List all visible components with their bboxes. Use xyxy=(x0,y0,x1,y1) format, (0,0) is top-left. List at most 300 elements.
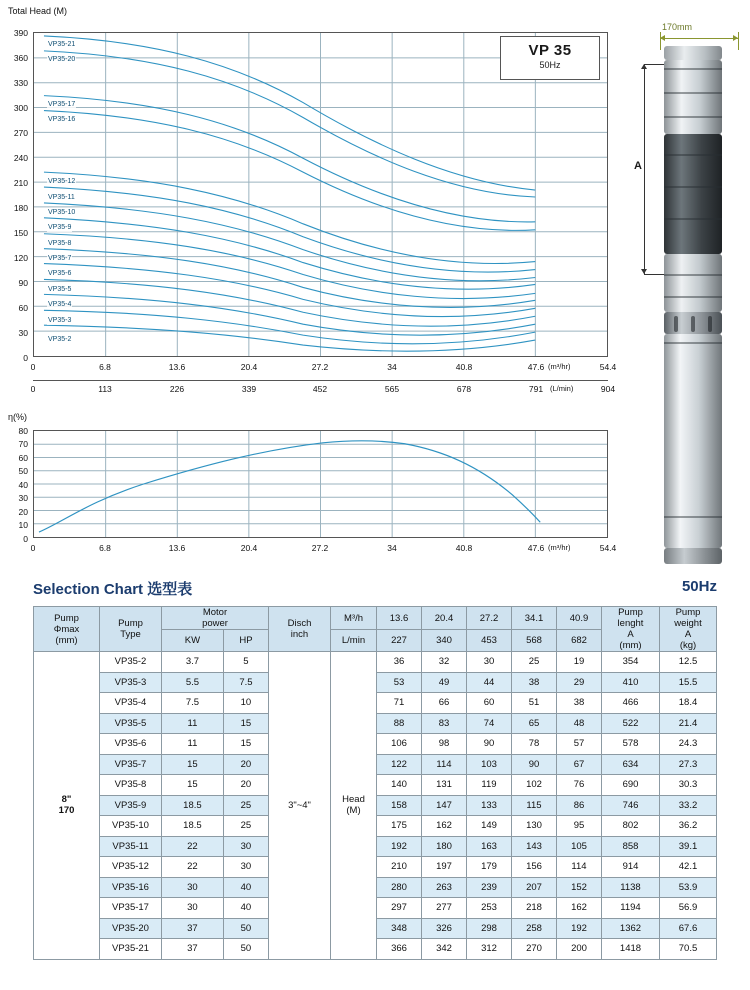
cell-head-1: 158 xyxy=(377,795,422,816)
cell-head-5: 105 xyxy=(557,836,602,857)
cell-head-5: 67 xyxy=(557,754,602,775)
header-flow-m3h-2: 20.4 xyxy=(422,607,467,630)
dimension-tick-left xyxy=(660,32,661,50)
header-flow-lmin-5: 682 xyxy=(557,630,602,652)
cell-head-label-l1: Head xyxy=(342,794,365,806)
cell-head-4: 207 xyxy=(512,877,557,898)
cell-head-3: 312 xyxy=(467,939,512,960)
lmin-axis-line xyxy=(33,380,608,381)
cell-head-1: 36 xyxy=(377,652,422,673)
cell-pump-weight: 36.2 xyxy=(660,816,717,837)
cell-pump-length: 578 xyxy=(602,734,660,755)
cell-head-3: 119 xyxy=(467,775,512,796)
cell-motor-hp: 5 xyxy=(223,652,268,673)
cell-head-4: 90 xyxy=(512,754,557,775)
series-label: VP35-7 xyxy=(48,255,72,262)
cell-motor-hp: 40 xyxy=(223,898,268,919)
pump-stage-section-upper xyxy=(664,60,722,134)
eff-ytick: 10 xyxy=(18,520,28,530)
pump-slot xyxy=(708,316,712,332)
cell-head-1: 280 xyxy=(377,877,422,898)
head-ytick: 60 xyxy=(18,303,28,313)
cell-pump-length: 1138 xyxy=(602,877,660,898)
header-kw: KW xyxy=(162,630,224,652)
cell-head-4: 38 xyxy=(512,672,557,693)
lmin-xtick: 791 xyxy=(528,384,544,394)
dimension-length-arrow xyxy=(644,64,645,274)
cell-head-4: 143 xyxy=(512,836,557,857)
dimension-tick-right xyxy=(738,32,739,50)
pump-ring xyxy=(664,516,722,518)
cell-pump-weight: 21.4 xyxy=(660,713,717,734)
header-flow-lmin-1: 227 xyxy=(377,630,422,652)
cell-pump-weight: 53.9 xyxy=(660,877,717,898)
header-motor-power-l1: Motor xyxy=(202,607,228,618)
cell-head-5: 86 xyxy=(557,795,602,816)
cell-head-2: 326 xyxy=(422,918,467,939)
cell-head-2: 83 xyxy=(422,713,467,734)
header-motor-power-l2: power xyxy=(202,618,228,629)
selection-chart-frequency: 50Hz xyxy=(681,578,717,595)
cell-pump-weight: 30.3 xyxy=(660,775,717,796)
cell-motor-kw: 3.7 xyxy=(162,652,224,673)
cell-pump-type: VP35-2 xyxy=(100,652,162,673)
selection-table-head xyxy=(34,607,717,652)
head-ytick: 150 xyxy=(13,228,28,238)
cell-head-5: 48 xyxy=(557,713,602,734)
cell-pump-weight: 27.3 xyxy=(660,754,717,775)
series-label: VP35-9 xyxy=(48,224,72,231)
head-xtick: 27.2 xyxy=(311,362,329,372)
cell-head-1: 88 xyxy=(377,713,422,734)
pump-discharge-head xyxy=(664,46,722,60)
dimension-diameter-label: 170mm xyxy=(662,22,693,32)
cell-pump-weight: 39.1 xyxy=(660,836,717,857)
eff-ytick: 30 xyxy=(18,493,28,503)
cell-motor-kw: 30 xyxy=(162,877,224,898)
series-label: VP35-20 xyxy=(48,56,76,63)
cell-motor-hp: 20 xyxy=(223,754,268,775)
head-ytick: 270 xyxy=(13,128,28,138)
selection-table-body xyxy=(34,652,717,960)
cell-head-3: 298 xyxy=(467,918,512,939)
eff-ytick: 20 xyxy=(18,507,28,517)
eff-xtick: 47.6 xyxy=(527,543,545,553)
header-pump-phi-l2: Φmax xyxy=(53,623,80,635)
eff-xtick: 27.2 xyxy=(311,543,329,553)
cell-pump-weight: 67.6 xyxy=(660,918,717,939)
head-xtick: 6.8 xyxy=(99,362,111,372)
cell-head-2: 162 xyxy=(422,816,467,837)
cell-head-1: 53 xyxy=(377,672,422,693)
cell-head-3: 133 xyxy=(467,795,512,816)
cell-pump-length: 858 xyxy=(602,836,660,857)
header-pump-length-l3: A xyxy=(627,629,634,640)
cell-pump-length: 410 xyxy=(602,672,660,693)
performance-charts xyxy=(0,0,640,560)
cell-motor-kw: 18.5 xyxy=(162,816,224,837)
pump-ring xyxy=(664,342,722,344)
header-flow-lmin-3: 453 xyxy=(467,630,512,652)
eff-xtick: 40.8 xyxy=(455,543,473,553)
cell-discharge: 3"~4" xyxy=(269,652,331,960)
cell-pump-length: 914 xyxy=(602,857,660,878)
head-xtick: 40.8 xyxy=(455,362,473,372)
cell-pump-type: VP35-3 xyxy=(100,672,162,693)
cell-pump-type: VP35-10 xyxy=(100,816,162,837)
header-flow-lmin-4: 568 xyxy=(512,630,557,652)
eff-xtick: 34 xyxy=(387,543,397,553)
dimension-tick-bottom xyxy=(644,274,666,275)
pump-ring xyxy=(664,154,722,156)
cell-pump-type: VP35-16 xyxy=(100,877,162,898)
cell-motor-kw: 15 xyxy=(162,754,224,775)
cell-pump-phi-mm: 170 xyxy=(58,805,75,817)
cell-motor-hp: 15 xyxy=(223,734,268,755)
cell-motor-kw: 37 xyxy=(162,939,224,960)
cell-head-2: 114 xyxy=(422,754,467,775)
cell-head-5: 57 xyxy=(557,734,602,755)
cell-head-2: 277 xyxy=(422,898,467,919)
header-pump-phi xyxy=(34,607,100,652)
dimension-diameter-arrow xyxy=(660,38,738,39)
head-ytick: 90 xyxy=(18,278,28,288)
head-xtick: 47.6 xyxy=(527,362,545,372)
series-label: VP35-5 xyxy=(48,286,72,293)
header-hp: HP xyxy=(223,630,268,652)
cell-pump-length: 746 xyxy=(602,795,660,816)
cell-pump-length: 634 xyxy=(602,754,660,775)
cell-pump-weight: 24.3 xyxy=(660,734,717,755)
cell-head-3: 163 xyxy=(467,836,512,857)
cell-motor-kw: 22 xyxy=(162,836,224,857)
cell-pump-type: VP35-12 xyxy=(100,857,162,878)
lmin-xtick: 904 xyxy=(600,384,616,394)
cell-head-1: 71 xyxy=(377,693,422,714)
pump-stage-section-lower xyxy=(664,254,722,312)
cell-motor-hp: 15 xyxy=(223,713,268,734)
pump-ring xyxy=(664,68,722,70)
cell-pump-length: 1194 xyxy=(602,898,660,919)
pump-ring xyxy=(664,274,722,276)
cell-head-5: 200 xyxy=(557,939,602,960)
cell-head-3: 239 xyxy=(467,877,512,898)
header-pump-length xyxy=(602,607,660,652)
cell-pump-weight: 15.5 xyxy=(660,672,717,693)
header-pump-weight xyxy=(660,607,717,652)
cell-pump-type: VP35-5 xyxy=(100,713,162,734)
cell-pump-type: VP35-6 xyxy=(100,734,162,755)
cell-pump-type: VP35-21 xyxy=(100,939,162,960)
cell-pump-length: 1418 xyxy=(602,939,660,960)
header-motor-power xyxy=(162,607,269,630)
cell-head-4: 258 xyxy=(512,918,557,939)
cell-head-4: 65 xyxy=(512,713,557,734)
cell-head-2: 197 xyxy=(422,857,467,878)
lmin-xtick: 565 xyxy=(384,384,400,394)
cell-pump-phi xyxy=(34,652,100,960)
cell-head-3: 103 xyxy=(467,754,512,775)
header-pump-length-l2: lenght xyxy=(617,618,644,629)
table-header-row-1 xyxy=(34,607,717,630)
cell-head-4: 218 xyxy=(512,898,557,919)
cell-head-5: 29 xyxy=(557,672,602,693)
cell-head-3: 253 xyxy=(467,898,512,919)
pump-stage-section-dark xyxy=(664,134,722,254)
cell-pump-length: 466 xyxy=(602,693,660,714)
cell-motor-kw: 15 xyxy=(162,775,224,796)
cell-motor-hp: 40 xyxy=(223,877,268,898)
head-ytick: 0 xyxy=(23,353,28,363)
cell-motor-kw: 11 xyxy=(162,734,224,755)
cell-pump-weight: 56.9 xyxy=(660,898,717,919)
series-label: VP35-4 xyxy=(48,301,72,308)
head-curves-svg xyxy=(34,33,607,356)
cell-head-1: 192 xyxy=(377,836,422,857)
cell-pump-type: VP35-9 xyxy=(100,795,162,816)
cell-head-4: 25 xyxy=(512,652,557,673)
pump-slot xyxy=(674,316,678,332)
lmin-xtick: 339 xyxy=(241,384,257,394)
head-ytick: 300 xyxy=(13,103,28,113)
efficiency-plot xyxy=(33,430,608,538)
cell-head-3: 90 xyxy=(467,734,512,755)
cell-head-1: 348 xyxy=(377,918,422,939)
header-flow-m3h-5: 40.9 xyxy=(557,607,602,630)
selection-table xyxy=(33,606,717,960)
head-ytick: 240 xyxy=(13,153,28,163)
cell-pump-length: 802 xyxy=(602,816,660,837)
header-pump-length-l4: (mm) xyxy=(619,640,642,651)
series-label: VP35-21 xyxy=(48,41,76,48)
series-label: VP35-17 xyxy=(48,101,76,108)
dimension-tick-top xyxy=(644,64,666,65)
cell-pump-type: VP35-8 xyxy=(100,775,162,796)
cell-motor-hp: 25 xyxy=(223,795,268,816)
head-ytick: 180 xyxy=(13,203,28,213)
header-pump-weight-l2: weight xyxy=(674,618,702,629)
header-discharge-l2: inch xyxy=(290,629,309,640)
model-frequency: 50Hz xyxy=(539,60,561,70)
header-flow-m3h-1: 13.6 xyxy=(377,607,422,630)
cell-pump-length: 522 xyxy=(602,713,660,734)
cell-motor-hp: 20 xyxy=(223,775,268,796)
cell-head-3: 30 xyxy=(467,652,512,673)
pump-ring xyxy=(664,218,722,220)
header-discharge xyxy=(269,607,331,652)
cell-head-label-l2: (M) xyxy=(346,805,361,817)
series-label: VP35-16 xyxy=(48,116,76,123)
model-name: VP 35 xyxy=(528,42,572,59)
header-flow-lmin-2: 340 xyxy=(422,630,467,652)
head-curve-plot xyxy=(33,32,608,357)
eff-ytick: 50 xyxy=(18,466,28,476)
cell-motor-kw: 22 xyxy=(162,857,224,878)
head-ytick: 210 xyxy=(13,178,28,188)
cell-motor-hp: 30 xyxy=(223,857,268,878)
header-pump-weight-l1: Pump xyxy=(675,607,701,618)
cell-pump-weight: 70.5 xyxy=(660,939,717,960)
head-xtick: 20.4 xyxy=(240,362,258,372)
lmin-xtick: 113 xyxy=(98,384,112,394)
lmin-xtick: 678 xyxy=(456,384,472,394)
cell-head-4: 115 xyxy=(512,795,557,816)
pump-base xyxy=(664,548,722,564)
cell-head-2: 180 xyxy=(422,836,467,857)
cell-motor-hp: 7.5 xyxy=(223,672,268,693)
cell-head-2: 66 xyxy=(422,693,467,714)
series-label: VP35-8 xyxy=(48,240,72,247)
eff-ytick: 70 xyxy=(18,439,28,449)
cell-head-5: 38 xyxy=(557,693,602,714)
header-pump-weight-l3: A xyxy=(684,629,692,640)
lmin-xtick: 226 xyxy=(169,384,185,394)
cell-head-5: 19 xyxy=(557,652,602,673)
cell-head-5: 192 xyxy=(557,918,602,939)
head-xtick: 34 xyxy=(387,362,397,372)
header-discharge-l1: Disch xyxy=(287,618,312,629)
cell-pump-type: VP35-4 xyxy=(100,693,162,714)
eff-xtick: 6.8 xyxy=(99,543,111,553)
cell-motor-kw: 7.5 xyxy=(162,693,224,714)
cell-motor-hp: 25 xyxy=(223,816,268,837)
series-label: VP35-6 xyxy=(48,270,72,277)
header-pump-type-l2: Type xyxy=(120,629,141,640)
head-ytick: 330 xyxy=(13,78,28,88)
eff-xtick: 54.4 xyxy=(599,543,617,553)
cell-motor-kw: 11 xyxy=(162,713,224,734)
header-pump-length-l1: Pump xyxy=(618,607,643,618)
series-label: VP35-2 xyxy=(48,336,72,343)
pump-ring xyxy=(664,116,722,118)
cell-motor-hp: 50 xyxy=(223,939,268,960)
pump-slot xyxy=(691,316,695,332)
header-pump-phi-l3: (mm) xyxy=(55,634,78,646)
lmin-xtick: 452 xyxy=(312,384,328,394)
series-label: VP35-11 xyxy=(48,194,75,201)
cell-motor-hp: 30 xyxy=(223,836,268,857)
cell-head-5: 95 xyxy=(557,816,602,837)
cell-head-3: 44 xyxy=(467,672,512,693)
series-label: VP35-10 xyxy=(48,209,76,216)
header-pump-type xyxy=(100,607,162,652)
cell-head-1: 297 xyxy=(377,898,422,919)
cell-head-2: 131 xyxy=(422,775,467,796)
cell-pump-phi-inch: 8" xyxy=(61,794,72,806)
cell-pump-weight: 33.2 xyxy=(660,795,717,816)
cell-head-3: 74 xyxy=(467,713,512,734)
cell-head-4: 102 xyxy=(512,775,557,796)
cell-head-3: 60 xyxy=(467,693,512,714)
head-ytick: 360 xyxy=(13,53,28,63)
cell-head-1: 366 xyxy=(377,939,422,960)
cell-motor-kw: 37 xyxy=(162,918,224,939)
head-axis-title: Total Head (M) xyxy=(8,6,68,16)
cell-head-2: 147 xyxy=(422,795,467,816)
header-flow-m3h-4: 34.1 xyxy=(512,607,557,630)
cell-pump-type: VP35-20 xyxy=(100,918,162,939)
pump-ring xyxy=(664,296,722,298)
cell-head-1: 122 xyxy=(377,754,422,775)
cell-motor-hp: 10 xyxy=(223,693,268,714)
header-lmin: L/min xyxy=(331,630,377,652)
cell-motor-kw: 5.5 xyxy=(162,672,224,693)
cell-pump-weight: 18.4 xyxy=(660,693,717,714)
selection-chart-title: Selection Chart 选型表 xyxy=(33,581,193,598)
cell-head-5: 114 xyxy=(557,857,602,878)
eff-ytick: 80 xyxy=(18,426,28,436)
eff-ytick: 0 xyxy=(23,534,28,544)
eff-ytick: 40 xyxy=(18,480,28,490)
cell-head-4: 156 xyxy=(512,857,557,878)
efficiency-curve-svg xyxy=(34,431,607,537)
lmin-xtick: 0 xyxy=(30,384,36,394)
cell-head-2: 98 xyxy=(422,734,467,755)
head-xtick: 13.6 xyxy=(168,362,186,372)
cell-head-5: 152 xyxy=(557,877,602,898)
cell-pump-type: VP35-17 xyxy=(100,898,162,919)
head-xtick: 0 xyxy=(30,362,36,372)
cell-head-1: 175 xyxy=(377,816,422,837)
header-m3h: M³/h xyxy=(331,607,377,630)
series-label: VP35-12 xyxy=(48,178,76,185)
head-ytick: 120 xyxy=(13,253,28,263)
cell-head-3: 179 xyxy=(467,857,512,878)
cell-head-3: 149 xyxy=(467,816,512,837)
eff-xtick: 20.4 xyxy=(240,543,258,553)
cell-head-2: 49 xyxy=(422,672,467,693)
header-pump-type-l1: Pump xyxy=(118,618,143,629)
cell-head-4: 51 xyxy=(512,693,557,714)
header-pump-weight-l4: (kg) xyxy=(679,640,697,651)
cell-head-1: 106 xyxy=(377,734,422,755)
cell-head-4: 130 xyxy=(512,816,557,837)
cell-head-5: 162 xyxy=(557,898,602,919)
head-unit-m3hr: (m³/hr) xyxy=(548,362,571,371)
series-label: VP35-3 xyxy=(48,317,72,324)
cell-head-1: 210 xyxy=(377,857,422,878)
cell-pump-length: 1362 xyxy=(602,918,660,939)
cell-motor-kw: 18.5 xyxy=(162,795,224,816)
head-ytick: 30 xyxy=(18,328,28,338)
cell-pump-length: 354 xyxy=(602,652,660,673)
cell-head-5: 76 xyxy=(557,775,602,796)
eff-xtick: 13.6 xyxy=(168,543,186,553)
model-callout xyxy=(500,36,600,80)
eff-xtick: 0 xyxy=(30,543,36,553)
cell-pump-length: 690 xyxy=(602,775,660,796)
cell-head-4: 270 xyxy=(512,939,557,960)
dimension-length-label: A xyxy=(634,160,642,172)
table-row xyxy=(34,652,717,673)
cell-head-1: 140 xyxy=(377,775,422,796)
pump-ring xyxy=(664,92,722,94)
cell-motor-kw: 30 xyxy=(162,898,224,919)
eff-unit-m3hr: (m³/hr) xyxy=(548,543,571,552)
pump-ring xyxy=(664,186,722,188)
header-flow-m3h-3: 27.2 xyxy=(467,607,512,630)
head-ytick: 390 xyxy=(13,28,28,38)
efficiency-axis-title: η(%) xyxy=(8,412,28,422)
cell-pump-weight: 12.5 xyxy=(660,652,717,673)
cell-head-4: 78 xyxy=(512,734,557,755)
cell-pump-type: VP35-11 xyxy=(100,836,162,857)
cell-head-label xyxy=(331,652,377,960)
pump-image xyxy=(664,46,722,546)
header-pump-phi-l1: Pump xyxy=(54,612,79,624)
cell-motor-hp: 50 xyxy=(223,918,268,939)
eff-ytick: 60 xyxy=(18,453,28,463)
